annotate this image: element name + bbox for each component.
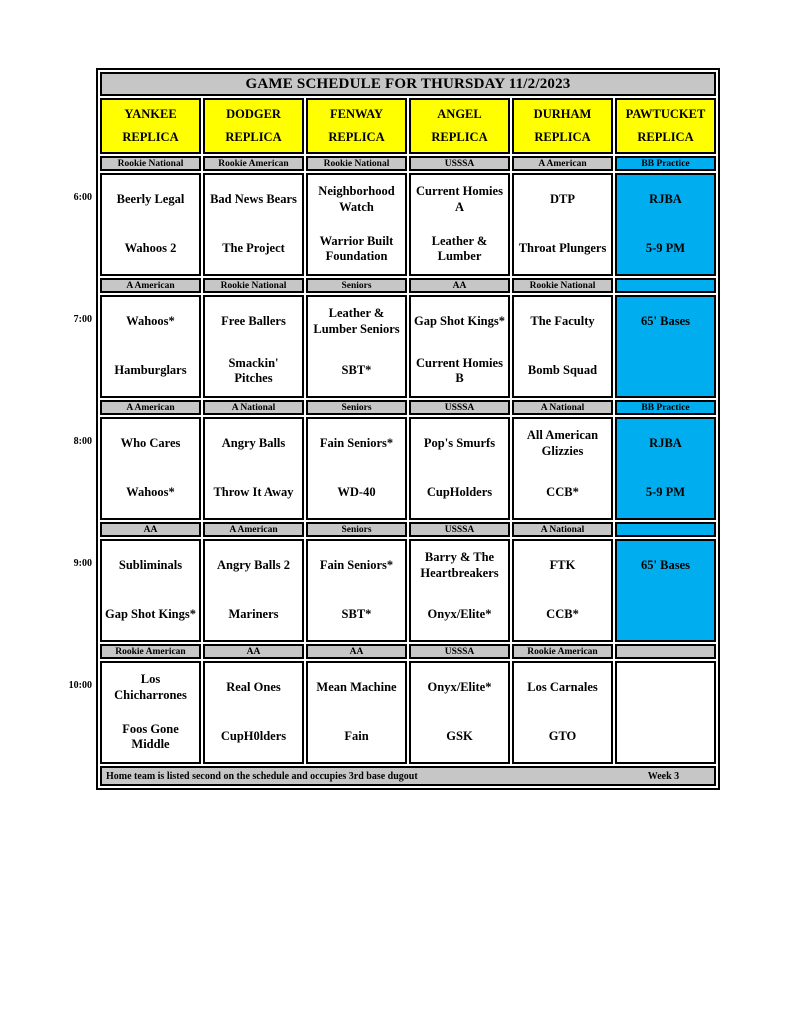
- home-team-name: Throw It Away: [213, 485, 294, 500]
- time-label-10:00: 10:00: [68, 680, 92, 691]
- practice-line1: 65' Bases: [641, 557, 690, 572]
- away-team-name: Beerly Legal: [116, 191, 185, 206]
- matchup-row-8:00: [100, 417, 716, 520]
- away-team-name: Los Carnales: [527, 679, 598, 694]
- away-team-name: DTP: [550, 191, 575, 206]
- league-row-10:00: [100, 644, 716, 659]
- practice-league-label: BB Practice: [615, 400, 716, 415]
- column-header-line2: REPLICA: [122, 129, 179, 144]
- league-label: AA: [306, 644, 407, 659]
- practice-cell: [615, 539, 716, 642]
- away-team-name: Gap Shot Kings*: [414, 313, 506, 328]
- home-team-name: CCB*: [546, 607, 579, 622]
- time-label-7:00: 7:00: [73, 314, 92, 325]
- league-label: Rookie National: [512, 278, 613, 293]
- away-team-name: All American Glizzies: [526, 428, 599, 458]
- practice-line1: [617, 663, 714, 713]
- home-team-name: Foos Gone Middle: [122, 721, 179, 752]
- away-team-name: Angry Balls: [221, 435, 286, 450]
- away-team-name: Real Ones: [226, 679, 281, 694]
- away-team-name: Onyx/Elite*: [427, 679, 492, 694]
- home-team-name: Smackin' Pitches: [228, 355, 279, 386]
- home-team-name: Wahoos 2: [124, 241, 177, 256]
- column-header-line1: DURHAM: [533, 107, 592, 122]
- practice-line2: [617, 591, 714, 641]
- away-team-name: Leather & Lumber Seniors: [313, 306, 400, 336]
- away-team-name: FTK: [549, 557, 576, 572]
- league-label: A National: [203, 400, 304, 415]
- matchup-cell: [100, 173, 201, 276]
- league-label: A American: [100, 278, 201, 293]
- league-label: Seniors: [306, 400, 407, 415]
- league-label: Seniors: [306, 278, 407, 293]
- column-header-line2: REPLICA: [225, 129, 282, 144]
- league-label: USSSA: [409, 400, 510, 415]
- matchup-cell: [512, 173, 613, 276]
- away-team-name: Fain Seniors*: [319, 557, 394, 572]
- away-team-name: Fain Seniors*: [319, 435, 394, 450]
- league-label: A American: [512, 156, 613, 171]
- away-team-name: Pop's Smurfs: [423, 435, 496, 450]
- footer-bar: [100, 766, 716, 786]
- home-team-name: The Project: [222, 241, 285, 256]
- column-header-line1: ANGEL: [437, 107, 482, 122]
- home-team-name: Gap Shot Kings*: [105, 607, 197, 622]
- schedule-title: GAME SCHEDULE FOR THURSDAY 11/2/2023: [100, 72, 716, 96]
- matchup-cell: [203, 295, 304, 398]
- matchup-cell: [409, 539, 510, 642]
- league-label: A American: [100, 400, 201, 415]
- practice-cell: [615, 295, 716, 398]
- away-team-name: Free Ballers: [221, 313, 286, 328]
- league-row-6:00: [100, 156, 716, 171]
- matchup-cell: [203, 417, 304, 520]
- time-label-8:00: 8:00: [73, 436, 92, 447]
- matchup-row-10:00: [100, 661, 716, 764]
- practice-league-label: [615, 522, 716, 537]
- away-team-name: Neighborhood Watch: [318, 184, 395, 214]
- column-header-dodger: [203, 98, 304, 154]
- matchup-cell: [100, 661, 201, 764]
- practice-cell: [615, 417, 716, 520]
- column-header-line1: YANKEE: [124, 107, 177, 122]
- week-label: Week 3: [647, 770, 680, 782]
- league-label: A American: [203, 522, 304, 537]
- matchup-cell: [409, 295, 510, 398]
- time-label-6:00: 6:00: [73, 192, 92, 203]
- practice-line2: 5-9 PM: [645, 485, 686, 500]
- league-row-9:00: [100, 522, 716, 537]
- league-label: AA: [203, 644, 304, 659]
- schedule-body: [100, 72, 716, 786]
- away-team-name: Who Cares: [120, 435, 181, 450]
- home-team-name: Current Homies B: [416, 355, 503, 386]
- home-team-name: Fain: [344, 729, 369, 744]
- league-label: USSSA: [409, 522, 510, 537]
- league-label: AA: [409, 278, 510, 293]
- league-label: Rookie American: [512, 644, 613, 659]
- away-team-name: Mean Machine: [316, 679, 397, 694]
- column-header-line1: DODGER: [226, 107, 281, 122]
- practice-line2: [617, 713, 714, 763]
- league-label: Rookie American: [100, 644, 201, 659]
- away-team-name: Angry Balls 2: [217, 557, 290, 572]
- home-team-name: Warrior Built Foundation: [319, 233, 394, 264]
- league-row-7:00: [100, 278, 716, 293]
- game-schedule-table: [98, 70, 718, 788]
- home-team-name: Wahoos*: [126, 485, 175, 500]
- matchup-cell: [512, 417, 613, 520]
- league-label: USSSA: [409, 644, 510, 659]
- practice-league-label: [615, 278, 716, 293]
- practice-line1: 65' Bases: [641, 313, 690, 328]
- column-header-pawtucket: [615, 98, 716, 154]
- league-label: Rookie American: [203, 156, 304, 171]
- practice-league-label: [615, 644, 716, 659]
- column-header-line1: FENWAY: [329, 107, 384, 122]
- practice-line1: RJBA: [649, 191, 682, 206]
- matchup-cell: [306, 539, 407, 642]
- field-header-row: [100, 98, 716, 154]
- home-team-name: Leather & Lumber: [431, 233, 488, 264]
- practice-line1: RJBA: [649, 435, 682, 450]
- home-team-name: Onyx/Elite*: [427, 607, 492, 622]
- matchup-cell: [512, 295, 613, 398]
- home-team-name: Throat Plungers: [518, 241, 607, 256]
- away-team-name: Barry & The Heartbreakers: [420, 550, 499, 580]
- league-row-8:00: [100, 400, 716, 415]
- home-team-name: SBT*: [341, 363, 372, 378]
- matchup-cell: [512, 539, 613, 642]
- matchup-cell: [203, 173, 304, 276]
- league-label: Seniors: [306, 522, 407, 537]
- practice-line2: [617, 347, 714, 397]
- footer-note: Home team is listed second on the schedule and occupies 3rd base dugout: [106, 770, 418, 782]
- away-team-name: Current Homies A: [416, 184, 503, 214]
- away-team-name: Subliminals: [118, 557, 183, 572]
- home-team-name: CupHolders: [426, 485, 493, 500]
- title-row: [100, 72, 716, 96]
- column-header-line2: REPLICA: [328, 129, 385, 144]
- home-team-name: GTO: [548, 729, 577, 744]
- matchup-row-6:00: [100, 173, 716, 276]
- column-header-line1: PAWTUCKET: [625, 107, 706, 122]
- home-team-name: GSK: [446, 729, 473, 744]
- matchup-row-7:00: [100, 295, 716, 398]
- home-team-name: Bomb Squad: [527, 363, 598, 378]
- column-header-line2: REPLICA: [534, 129, 591, 144]
- column-header-angel: [409, 98, 510, 154]
- matchup-cell: [203, 661, 304, 764]
- league-label: AA: [100, 522, 201, 537]
- home-team-name: Hamburglars: [114, 363, 187, 378]
- league-label: USSSA: [409, 156, 510, 171]
- home-team-name: Mariners: [228, 607, 279, 622]
- column-header-line2: REPLICA: [637, 129, 694, 144]
- away-team-name: Bad News Bears: [210, 191, 297, 206]
- league-label: Rookie National: [203, 278, 304, 293]
- home-team-name: CupH0lders: [220, 729, 287, 744]
- matchup-cell: [100, 417, 201, 520]
- away-team-name: Wahoos*: [126, 313, 175, 328]
- league-label: A National: [512, 400, 613, 415]
- column-header-durham: [512, 98, 613, 154]
- matchup-cell: [409, 417, 510, 520]
- practice-line2: 5-9 PM: [645, 241, 686, 256]
- schedule-table-frame: [96, 68, 720, 790]
- matchup-cell: [409, 173, 510, 276]
- column-header-fenway: [306, 98, 407, 154]
- league-label: Rookie National: [100, 156, 201, 171]
- footer-row: [100, 766, 716, 786]
- league-label: Rookie National: [306, 156, 407, 171]
- matchup-row-9:00: [100, 539, 716, 642]
- practice-cell: [615, 173, 716, 276]
- league-label: A National: [512, 522, 613, 537]
- matchup-cell: [100, 295, 201, 398]
- column-header-yankee: [100, 98, 201, 154]
- matchup-cell: [306, 173, 407, 276]
- matchup-cell: [203, 539, 304, 642]
- home-team-name: WD-40: [337, 485, 376, 500]
- matchup-cell: [512, 661, 613, 764]
- matchup-cell: [306, 295, 407, 398]
- away-team-name: Los Chicharrones: [114, 672, 187, 702]
- home-team-name: CCB*: [546, 485, 579, 500]
- matchup-cell: [409, 661, 510, 764]
- column-header-line2: REPLICA: [431, 129, 488, 144]
- away-team-name: The Faculty: [530, 313, 595, 328]
- matchup-cell: [306, 661, 407, 764]
- home-team-name: SBT*: [341, 607, 372, 622]
- practice-league-label: BB Practice: [615, 156, 716, 171]
- practice-cell: [615, 661, 716, 764]
- time-label-9:00: 9:00: [73, 558, 92, 569]
- matchup-cell: [100, 539, 201, 642]
- matchup-cell: [306, 417, 407, 520]
